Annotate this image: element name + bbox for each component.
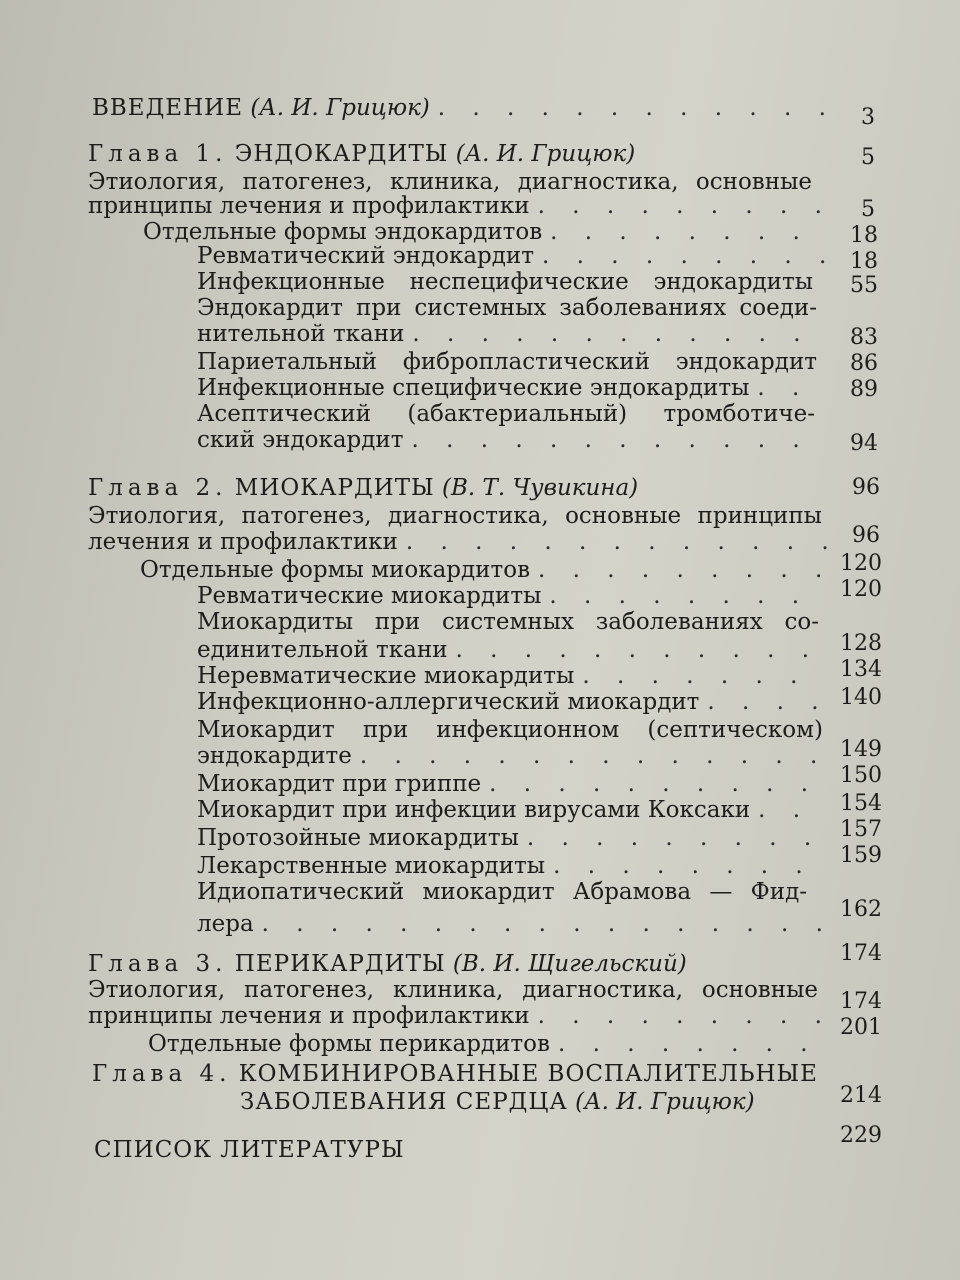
entry-text-line2: ский эндокардит [197,427,404,453]
page-number: 174 [840,941,882,966]
page-number: 89 [850,377,878,402]
toc-subentry-cont [197,320,827,348]
page-number: 157 [840,817,882,842]
chapter-author: (А. И. Грицюк) [575,1089,755,1115]
entry-title: СПИСОК ЛИТЕРАТУРЫ [94,1137,405,1163]
toc-entry-general-cont [88,528,828,556]
toc-chapter-1 [88,140,788,168]
page-number: 159 [840,843,882,868]
entry-text: Миокардит при инфекции вирусами Коксаки [197,797,751,823]
page-number: 55 [850,273,878,298]
page-number: 18 [850,223,878,248]
toc-subentry [197,770,827,798]
toc-subentry [197,662,827,690]
page-number: 120 [840,577,882,602]
entry-text-line2: лера [197,911,254,937]
entry-text-line1: Этиология, патогенез, клиника, диагностика, основные [88,977,818,1003]
chapter-title: МИОКАРДИТЫ [234,475,435,501]
entry-text-line2: лечения и профилактики [88,529,398,555]
chapter-author: (В. Т. Чувикина) [441,475,639,501]
entry-text: Отдельные формы перикардитов [148,1031,550,1057]
page-number: 134 [840,657,882,682]
chapter-title-line2: ЗАБОЛЕВАНИЯ СЕРДЦА [240,1089,568,1115]
toc-chapter-4-cont [240,1088,820,1116]
chapter-label: Глава 3. [88,951,228,977]
entry-text-line1: Этиология, патогенез, клиника, диагностика, основные [88,169,812,195]
chapter-title: ПЕРИКАРДИТЫ [234,951,446,977]
entry-text: Инфекционно-аллергический миокардит [197,689,700,715]
chapter-author: (А. И. Грицюк) [455,141,636,167]
page-number: 3 [861,105,875,130]
toc-subentry [197,268,813,296]
page-number: 96 [852,523,880,548]
toc-subentry [197,294,817,322]
chapter-label: Глава 4. [92,1061,232,1087]
entry-text: Миокардит при гриппе [197,771,482,797]
toc-entry-general [88,976,818,1004]
toc-subentry-cont [197,426,827,454]
chapter-title-line1: КОМБИНИРОВАННЫЕ ВОСПАЛИТЕЛЬНЫЕ [238,1061,818,1087]
page-number: 201 [840,1015,882,1040]
page-number: 229 [840,1123,882,1148]
entry-title: ВВЕДЕНИЕ [92,95,243,121]
entry-text: Неревматические миокардиты [197,663,575,689]
toc-chapter-4 [92,1060,822,1088]
page-number: 5 [861,145,875,170]
entry-text: Париетальный фибропластический эндокардит [197,349,817,375]
page-number: 120 [840,551,882,576]
chapter-label: Глава 2. [88,475,228,501]
toc-subentry [197,716,823,744]
page-number: 128 [840,631,882,656]
page-number: 162 [840,897,882,922]
entry-text: Отдельные формы миокардитов [140,557,531,583]
toc-entry-general-cont [88,192,828,220]
toc-subentry [197,878,807,906]
toc-entry-forms [148,1030,828,1058]
toc-subentry [197,374,827,402]
toc-subentry [197,824,827,852]
page-number: 174 [840,989,882,1014]
toc-chapter-2 [88,474,788,502]
entry-text-line1: Идиопатический миокардит Абрамова — Фид- [197,879,807,905]
toc-subentry [197,582,827,610]
toc-subentry-cont [197,636,827,664]
toc-entry-general [88,502,822,530]
entry-text: Инфекционные неспецифические эндокардиты [197,269,813,295]
toc-chapter-3 [88,950,808,978]
entry-text-line2: принципы лечения и профилактики [88,1003,530,1029]
entry-text: Инфекционные специфические эндокардиты [197,375,750,401]
page-number: 154 [840,791,882,816]
toc-subentry [197,400,815,428]
entry-text: Ревматические миокардиты [197,583,542,609]
page-number: 149 [840,737,882,762]
toc-subentry [197,688,827,716]
entry-text-line1: Асептический (абактериальный) тромботиче- [197,401,815,427]
entry-text-line2: эндокардите [197,743,352,769]
toc-subentry [197,852,827,880]
toc-entry-bibliography [94,1136,694,1164]
page-number: 96 [852,475,880,500]
toc-entry-general-cont [88,1002,828,1030]
entry-text-line1: Этиология, патогенез, диагностика, основные принципы [88,503,822,529]
entry-text-line1: Миокардит при инфекционном (септическом) [197,717,823,743]
entry-text-line2: принципы лечения и профилактики [88,193,530,219]
entry-text-line1: Миокардиты при системных заболеваниях со- [197,609,819,635]
entry-text: Протозойные миокардиты [197,825,519,851]
toc-subentry [197,608,819,636]
entry-text: Лекарственные миокардиты [197,853,546,879]
toc-entry-forms [140,556,828,584]
page-number: 86 [850,351,878,376]
entry-text-line2: нительной ткани [197,321,405,347]
toc-subentry [197,796,827,824]
page-number: 94 [850,431,878,456]
toc-subentry [197,242,827,270]
entry-text-line1: Эндокардит при системных заболеваниях соеди- [197,295,817,321]
entry-text: Отдельные формы эндокардитов [143,219,543,245]
toc-entry-intro [92,94,832,122]
chapter-title: ЭНДОКАРДИТЫ [234,141,449,167]
chapter-label: Глава 1. [88,141,228,167]
toc-subentry-cont [197,742,827,770]
page-number: 214 [840,1083,882,1108]
page-number: 83 [850,325,878,350]
entry-text: Ревматический эндокардит [197,243,534,269]
page-number: 140 [840,685,882,710]
toc-subentry-cont [197,910,827,938]
toc-subentry [197,348,817,376]
chapter-author: (В. И. Щигельский) [452,951,687,977]
entry-author: (А. И. Грицюк) [250,95,430,121]
page-number: 18 [850,249,878,274]
page-number: 5 [861,197,875,222]
entry-text-line2: единительной ткани [197,637,448,663]
page-number: 150 [840,763,882,788]
